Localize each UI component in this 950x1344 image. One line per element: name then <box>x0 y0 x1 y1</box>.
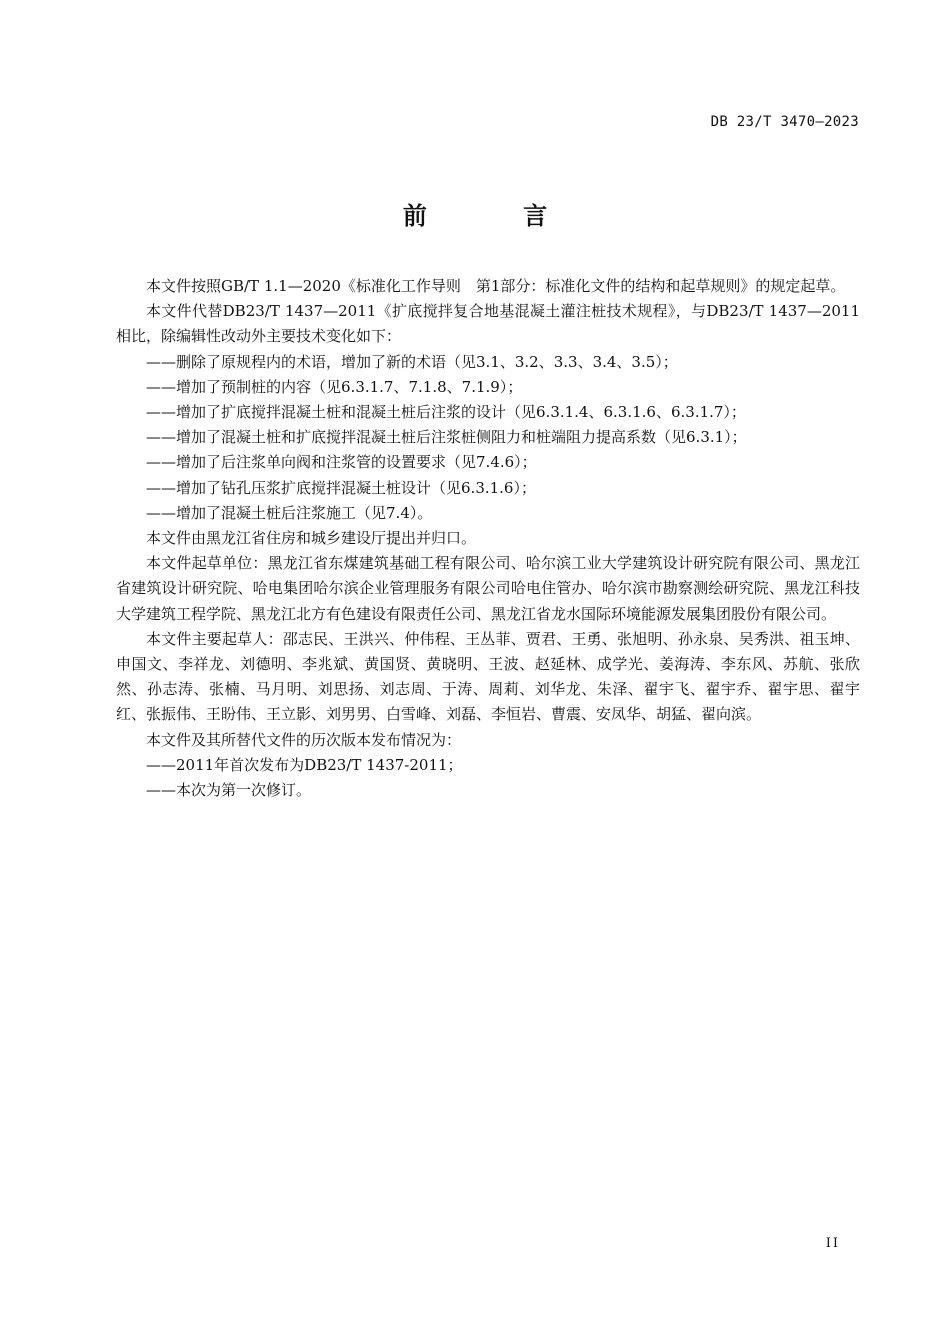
foreword-body <box>116 274 860 803</box>
paragraph-proposer: 本文件由黑龙江省住房和城乡建设厅提出并归口。 <box>146 529 477 548</box>
page-title: 前 言 <box>402 202 592 230</box>
change-item: ——删除了原规程内的术语，增加了新的术语（见3.1、3.2、3.3、3.4、3.5）； <box>146 352 678 371</box>
change-item: ——增加了钻孔压浆扩底搅拌混凝土桩设计（见6.3.1.6）； <box>146 478 536 497</box>
change-item: ——增加了混凝土桩和扩底搅拌混凝土桩后注浆桩侧阻力和桩端阻力提高系数（见6.3.1）； <box>146 428 747 447</box>
page-number: II <box>825 1236 840 1251</box>
change-item: ——增加了混凝土桩后注浆施工（见7.4）。 <box>146 503 433 522</box>
version-item: ——本次为第一次修订。 <box>146 781 312 800</box>
document-code: DB 23/T 3470—2023 <box>710 114 859 130</box>
change-item: ——增加了后注浆单向阀和注浆管的设置要求（见7.4.6）； <box>146 453 537 472</box>
paragraph-drafting-units: 本文件起草单位：黑龙江省东煤建筑基础工程有限公司、哈尔滨工业大学建筑设计研究院有限公司、黑龙江省建筑设计研究院、哈电集团哈尔滨企业管理服务有限公司哈电住管办、哈尔滨市勘察测绘研究院、黑龙江科技大学建筑工程学院、黑龙江北方有色建设有限责任公司、黑龙江省龙水国际环境能源发展集团股份有限公司。 <box>116 554 860 623</box>
paragraph-drafters: 本文件主要起草人：邵志民、王洪兴、仲伟程、王丛菲、贾君、王勇、张旭明、孙永泉、吴秀洪、祖玉坤、申国文、李祥龙、刘德明、李兆斌、黄国贤、黄晓明、王波、赵延林、成学光、姜海涛、李东风、苏航、张欣然、孙志涛、张楠、马月明、刘思扬、刘志周、于涛、周莉、刘华龙、朱泽、翟宇飞、翟宇乔、翟宇思、翟宇红、张振伟、王盼伟、王立影、刘男男、白雪峰、刘磊、李恒岩、曹震、安凤华、胡猛、翟向滨。 <box>116 629 860 724</box>
paragraph-drafting-basis: 本文件按照GB/T 1.1—2020《标准化工作导则 第1部分：标准化文件的结构和起草规则》的规定起草。 <box>146 277 846 295</box>
paragraph-version-history: 本文件及其所替代文件的历次版本发布情况为： <box>146 730 462 749</box>
paragraph-replacement: 本文件代替DB23/T 1437—2011《扩底搅拌复合地基混凝土灌注桩技术规程》，与DB23/T 1437—2011相比，除编辑性改动外主要技术变化如下： <box>116 302 860 346</box>
change-item: ——增加了扩底搅拌混凝土桩和混凝土桩后注浆的设计（见6.3.1.4、6.3.1.6、6.3.1.7）； <box>146 403 746 422</box>
change-item: ——增加了预制桩的内容（见6.3.1.7、7.1.8、7.1.9）； <box>146 377 523 396</box>
version-item: ——2011年首次发布为DB23/T 1437-2011； <box>146 755 463 774</box>
